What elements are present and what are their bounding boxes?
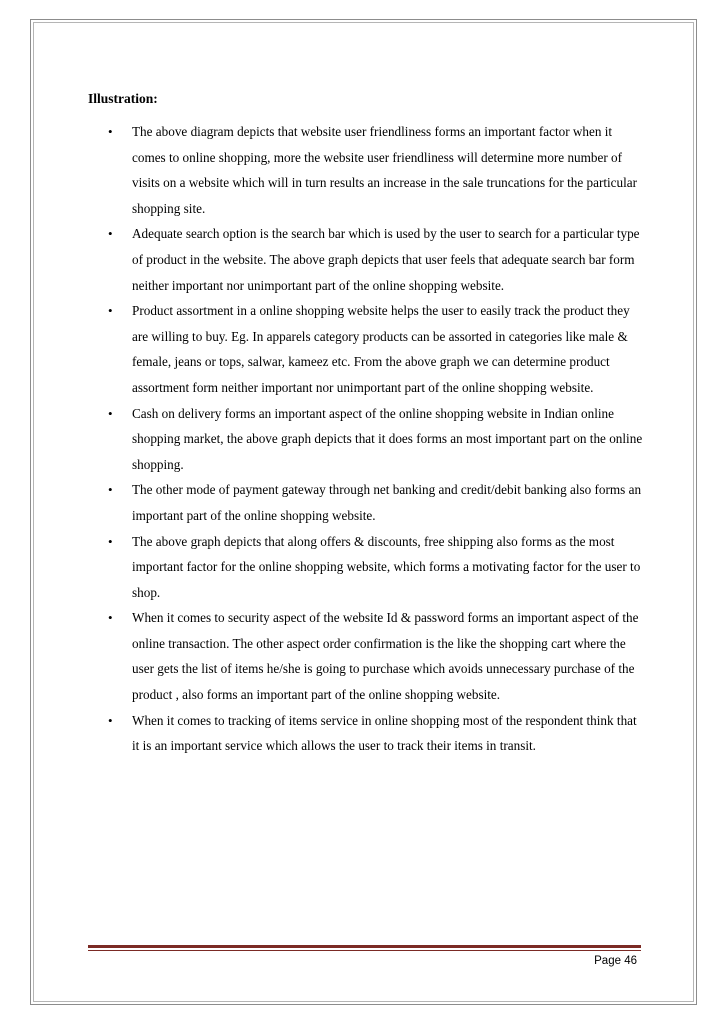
bullet-list [106,119,646,759]
list-item: • The other mode of payment gateway through net banking and credit/debit banking also forms an important part of the online shopping website. [106,477,646,528]
list-item: • Adequate search option is the search bar which is used by the user to search for a particular type of product in the website. The above graph depicts that user feels that adequate search bar form neither important nor unimportant part of the online shopping website. [106,221,646,298]
footer-rule [88,945,641,948]
list-item: • Product assortment in a online shopping website helps the user to easily track the product they are willing to buy. Eg. In apparels category products can be assorted in categories like male & female, jeans or tops, salwar, kameez etc. From the above graph we can determine product assortment form neither important nor unimportant part of the online shopping website. [106,298,646,400]
list-item: • Cash on delivery forms an important aspect of the online shopping website in Indian online shopping market, the above graph depicts that it does forms an most important part on the online shopping. [106,401,646,478]
list-item: • The above diagram depicts that website user friendliness forms an important factor when it comes to online shopping, more the website user friendliness will determine more number of visits on a website which will in turn results an increase in the sale truncations for the particular shopping site. [106,119,646,221]
list-item: • When it comes to tracking of items service in online shopping most of the respondent think that it is an important service which allows the user to track their items in transit. [106,708,646,759]
list-item: • When it comes to security aspect of the website Id & password forms an important aspect of the online transaction. The other aspect order confirmation is the like the shopping cart where the user gets the list of items he/she is going to purchase which avoids unnecessary purchase of the product , also forms an important part of the online shopping website. [106,605,646,707]
list-item: • The above graph depicts that along offers & discounts, free shipping also forms as the most important factor for the online shopping website, which forms a motivating factor for the user to shop. [106,529,646,606]
footer-rule-thin [88,950,641,951]
page-number: Page 46 [594,955,637,967]
section-heading: Illustration: [88,91,158,106]
